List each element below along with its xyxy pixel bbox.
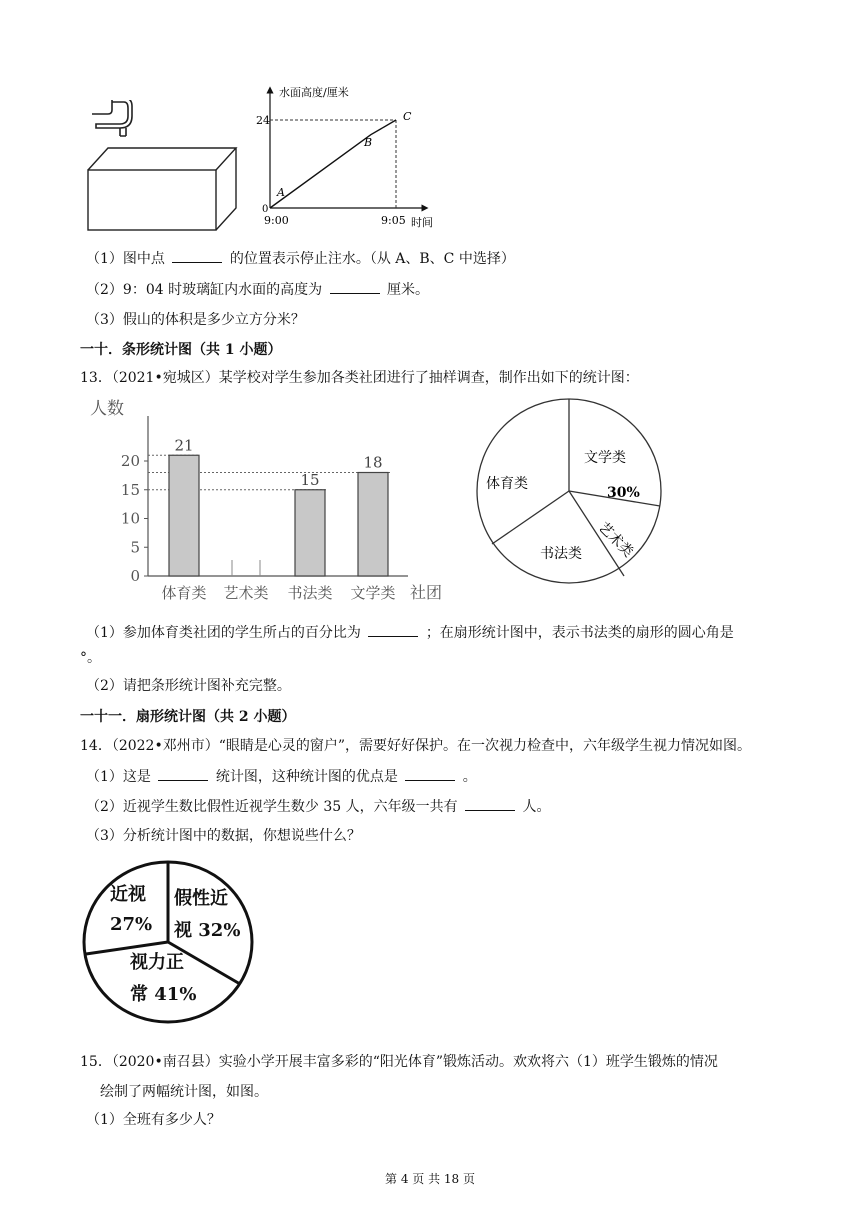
q13-sub2: （2）请把条形统计图补充完整。 xyxy=(86,678,291,694)
club-pie-divider-4 xyxy=(492,491,569,544)
graph-origin: 0 xyxy=(262,204,269,215)
page-footer: 第 4 页 共 18 页 xyxy=(385,1172,475,1186)
point-c-label: C xyxy=(403,110,412,123)
bar xyxy=(358,473,388,577)
q14-sub2-blank[interactable] xyxy=(465,796,515,811)
vision-pseudo-pct: 视 32% xyxy=(174,920,241,941)
bar-ylabel: 人数 xyxy=(90,399,124,419)
bar-y-tick-label: 20 xyxy=(120,452,140,470)
q15-sub1: （1）全班有多少人？ xyxy=(86,1112,221,1128)
bar-category-label: 体育类 xyxy=(161,584,207,602)
q14-sub2-prefix: （2）近视学生数比假性近视学生数少 35 人，六年级一共有 xyxy=(86,799,458,815)
q13-sub1-suffix: ；在扇形统计图中，表示书法类的扇形的圆心角是 xyxy=(425,625,734,641)
tank-illustration xyxy=(84,100,244,232)
vision-near-pct: 27% xyxy=(110,914,153,935)
club-pie-chart xyxy=(474,396,664,586)
q13-stem: 13．（2021•宛城区）某学校对学生参加各类社团进行了抽样调查，制作出如下的统计图： xyxy=(80,370,639,386)
q14-sub1-blank-2[interactable] xyxy=(405,766,455,781)
bar-y-tick-label: 15 xyxy=(120,480,140,499)
q12-sub2-prefix: （2）9：04 时玻璃缸内水面的高度为 xyxy=(86,282,323,298)
vision-normal-pct: 常 41% xyxy=(130,984,197,1005)
bar-value-label: 21 xyxy=(174,436,194,455)
graph-ylabel: 水面高度/厘米 xyxy=(279,86,349,99)
point-a-label: A xyxy=(277,186,285,199)
water-height-line xyxy=(270,120,396,208)
bar-xlabel: 社团 xyxy=(410,583,443,602)
q13-sub1-prefix: （1）参加体育类社团的学生所占的百分比为 xyxy=(86,625,361,641)
point-b-label: B xyxy=(364,136,373,149)
vision-normal-label: 视力正 xyxy=(130,952,184,973)
q12-sub3: （3）假山的体积是多少立方分米？ xyxy=(86,312,305,328)
bar xyxy=(169,455,199,576)
q14-sub2 xyxy=(86,796,551,817)
club-bar-chart xyxy=(86,394,476,610)
q14-stem: 14．（2022•邓州市）“眼睛是心灵的窗户”，需要好好保护。在一次视力检查中，六年级学生视力情况如图。 xyxy=(80,738,752,754)
bar-value-label: 18 xyxy=(363,453,383,472)
pie-label-calligraphy: 书法类 xyxy=(540,546,582,562)
pie-label-literature: 文学类 xyxy=(584,450,626,466)
vision-pseudo-label: 假性近 xyxy=(174,888,228,909)
q12-sub2 xyxy=(86,279,429,300)
q14-sub1 xyxy=(86,766,477,787)
vision-pie-chart xyxy=(80,858,260,1028)
bar-y-tick-label: 0 xyxy=(130,567,140,585)
graph-y-tick-24: 24 xyxy=(256,114,270,127)
q12-sub1 xyxy=(86,248,515,269)
pie-label-literature-pct: 30% xyxy=(607,485,640,501)
q12-sub1-suffix: 的位置表示停止注水。（从 A、B、C 中选择） xyxy=(229,251,515,267)
q12-sub1-prefix: （1）图中点 xyxy=(86,251,165,267)
bar-category-label: 文学类 xyxy=(350,584,396,602)
q14-sub2-suffix: 人。 xyxy=(522,799,551,815)
bar-y-tick-label: 5 xyxy=(130,538,140,557)
bar xyxy=(295,490,325,576)
q14-sub1-c: 。 xyxy=(462,769,477,785)
q14-sub1-b: 统计图，这种统计图的优点是 xyxy=(215,769,398,785)
q14-sub1-a: （1）这是 xyxy=(86,769,151,785)
bar-category-label: 书法类 xyxy=(287,584,333,602)
q15-stem-line1: 15．（2020•南召县）实验小学开展丰富多彩的“阳光体育”锻炼活动。欢欢将六（1）班学生锻炼的情况 xyxy=(80,1054,718,1070)
q14-sub3: （3）分析统计图中的数据，你想说些什么？ xyxy=(86,828,361,844)
vision-near-label: 近视 xyxy=(110,884,146,905)
water-height-graph xyxy=(255,82,455,232)
q12-sub2-blank[interactable] xyxy=(330,279,380,294)
section-11-title: 一十一．扇形统计图（共 2 小题） xyxy=(80,709,296,725)
graph-xlabel: 时间 xyxy=(411,216,433,229)
bar-y-tick-label: 10 xyxy=(120,509,140,528)
pie-label-sports: 体育类 xyxy=(486,476,528,492)
q13-sub1 xyxy=(86,622,734,643)
q14-sub1-blank-1[interactable] xyxy=(158,766,208,781)
bar-value-label: 15 xyxy=(300,470,320,489)
q12-sub2-suffix: 厘米。 xyxy=(387,282,429,298)
q15-stem-line2: 绘制了两幅统计图，如图。 xyxy=(100,1084,268,1100)
section-10-title: 一十．条形统计图（共 1 小题） xyxy=(80,342,282,358)
pie-label-art: 艺术类 xyxy=(595,519,637,561)
graph-x-tick-end: 9:05 xyxy=(381,214,406,227)
q13-sub1-blank[interactable] xyxy=(368,622,418,637)
bar-category-label: 艺术类 xyxy=(223,584,269,602)
q13-sub1-wrap: °。 xyxy=(80,650,101,666)
q12-sub1-blank[interactable] xyxy=(172,248,222,263)
graph-x-tick-start: 9:00 xyxy=(264,214,289,227)
